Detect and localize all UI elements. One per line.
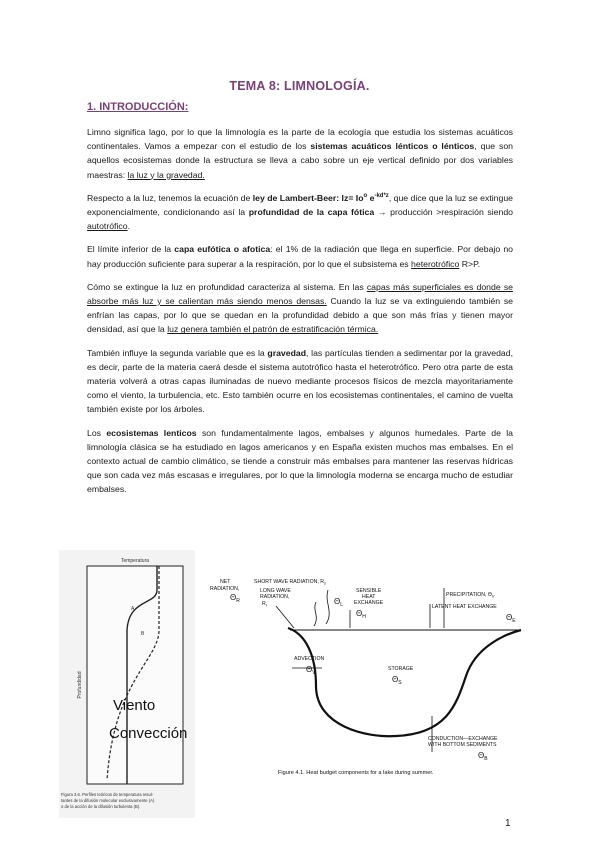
plot-frame: [87, 566, 183, 784]
theta-h: $\Theta_H$: [356, 609, 366, 620]
theta-e: $\Theta_E$: [506, 613, 516, 624]
theta-b: $\Theta_B$: [478, 751, 488, 762]
long-wave-label-3: $R_l$: [262, 601, 267, 608]
axis-side-label: Profundidad: [77, 671, 83, 699]
page-number: 1: [505, 818, 511, 829]
caption-line-3: o de la acción de la difusión turbulenta (B).: [61, 804, 141, 809]
latent-label: LATENT HEAT EXCHANGE: [432, 604, 497, 610]
long-wave-label-2: RADIATION,: [260, 594, 290, 600]
theta-s: $\Theta_S$: [392, 675, 402, 686]
precip-label: PRECIPITATION, $\Theta_V$: [446, 592, 495, 599]
paragraph-3: El límite inferior de la capa eufótica o afotica: el 1% de la radiación que llega en superficie. Por debajo no hay producción suficiente para superar a la respiración, por lo que el subsistema es heterotrófico R>P.: [87, 244, 513, 269]
lake-basin-outline: [288, 628, 521, 736]
page-title: TEMA 8: LIMNOLOGÍA.: [229, 79, 370, 93]
section-heading: 1. INTRODUCCIÓN:: [87, 101, 189, 113]
caption-line-1: Figura 3.6. Perfiles teóricos de temperatura resul-: [61, 792, 154, 797]
theta-l: $\Theta_L$: [334, 597, 344, 608]
arrow-long-wave: [314, 602, 316, 626]
axis-top-label: Temperatura: [120, 558, 150, 564]
sensible-label-3: EXCHANGE: [354, 600, 384, 606]
arrow-net-radiation: [276, 606, 294, 628]
figure-heat-budget: [206, 576, 528, 802]
theta-r: $\Theta_R$: [230, 593, 240, 604]
conduction-label-2: WITH BOTTOM SEDIMENTS: [428, 742, 497, 748]
body-text: [87, 125, 513, 506]
net-radiation-label-2: RADIATION,: [210, 586, 240, 592]
sensible-label-1: SENSIBLE: [356, 588, 382, 594]
paragraph-6: Los ecosistemas lenticos son fundamentalmente lagos, embalses y algunos humedales. Parte de la limnología clásica se ha estudiado en lagos americanos y en España existen muchos mas embalses. En el contexto actual de cambio climático, se tiende a construir más embalses para mantener las reservas hídricas que son cada vez más escasas e irregulares, por lo que la limnología moderna se encarga mucho de estudiar embalses.: [87, 427, 513, 495]
paragraph-4: Cómo se extingue la luz en profundidad caracteriza al sistema. En las capas más superficiales es donde se absorbe más luz y se calientan más siendo menos densas. Cuando la luz se va extinguiendo también se enfrían las capas, por lo que se quedan en la profundidad debido a que son más frías y tienen mayor densidad, así que la luz genera también el patrón de estratificación térmica.: [87, 281, 513, 335]
label-a: A: [131, 606, 135, 612]
arrow-short-wave: [326, 590, 329, 624]
sensible-label-2: HEAT: [362, 594, 376, 600]
paragraph-5: También influye la segunda variable que es la gravedad, las partículas tienden a sedimentar por la gravedad, es decir, parte de la materia caerá desde el sistema autotrófico hasta el heterotrófico. Pero otra parte de esta materia volverá a otras capas iluminadas de nuevo mediante procesos físicos de mezcla mayoritariamente como el viento, la turbulencia, etc. Esto también ocurre en los ecosistemas continentales, el camino de vuelta también existe por los árboles.: [87, 347, 513, 415]
advection-label: ADVECTION: [294, 656, 325, 662]
long-wave-label-1: LONG WAVE: [260, 588, 291, 594]
figure-temperature-profile: [59, 550, 195, 818]
net-radiation-label: NET: [220, 579, 231, 585]
label-viento: Viento: [113, 697, 156, 714]
short-wave-label: SHORT WAVE RADIATION, $R_s$: [254, 579, 327, 586]
theta-v: $\Theta_V$: [306, 665, 316, 676]
paragraph-2: Respecto a la luz, tenemos la ecuación de ley de Lambert-Beer: $Iz= Io^o$ $e^{-kd*z}$, que dice que la luz se extingue exponencialmente, condicionando así la profundidad de la capa fótica → producción >respiración siendo autotrófico.: [87, 192, 513, 232]
label-b: B: [141, 631, 145, 637]
conduction-label-1: CONDUCTION—EXCHANGE: [428, 736, 498, 742]
paragraph-1: Limno significa lago, por lo que la limnología es la parte de la ecología que estudia los sistemas acuáticos continentales. Vamos a empezar con el estudio de los sistemas acuáticos lénticos o lénticos, que son aquellos ecosistemas donde la estructura se lleva a cabo sobre un eje vertical definido por dos variables maestras: la luz y la gravedad.: [87, 127, 513, 180]
storage-label: STORAGE: [388, 666, 414, 672]
label-conveccion: Convección: [109, 725, 188, 742]
caption-line-2: tantes de la difusión molecular exclusivamente (A): [61, 798, 155, 803]
figure-caption: Figure 4.1. Heat budget components for a lake during summer.: [278, 770, 434, 776]
